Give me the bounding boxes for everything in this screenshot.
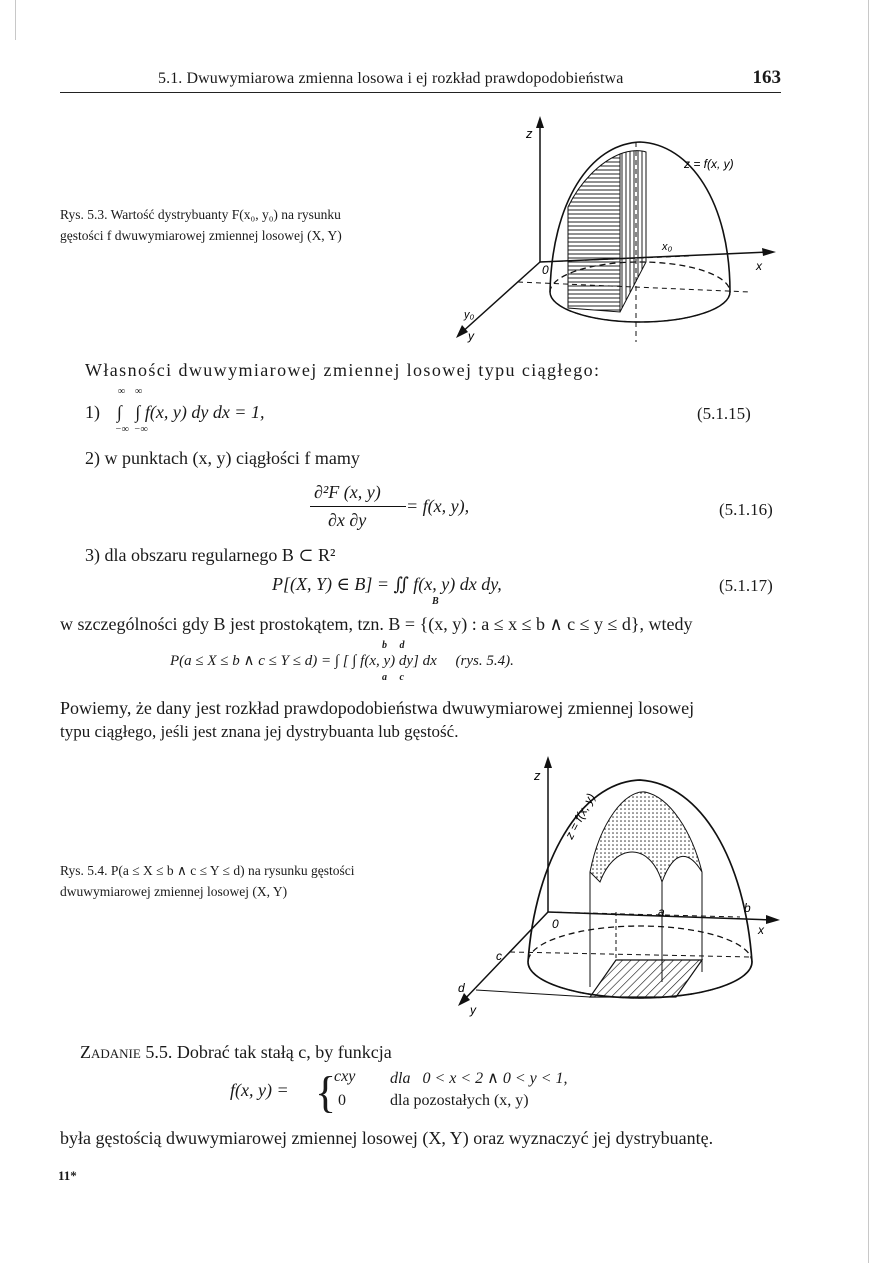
figure-5-4-caption	[60, 860, 354, 902]
eqrect-upper-limits: b d	[382, 640, 405, 651]
eq17-body: P[(X, Y) ∈ B] = ∬ f(x, y) dx dy,	[272, 574, 502, 594]
label-z: z	[534, 768, 541, 783]
case1-condition: dla 0 < x < 2 ∧ 0 < y < 1,	[390, 1070, 568, 1087]
signature-mark: 11*	[58, 1168, 77, 1183]
eq16-fraction-bar	[310, 506, 406, 507]
x-axis-arrow	[762, 248, 776, 256]
label-y: y	[470, 1003, 476, 1017]
c-guide	[510, 952, 750, 957]
eq15-item-number: 1)	[85, 402, 100, 422]
case2-expression: 0	[338, 1092, 346, 1109]
exercise-text: Dobrać tak stałą c, by funkcja	[176, 1042, 392, 1062]
figure-5-3-caption-line1: Rys. 5.3. Wartość dystrybuanty F(x₀, y₀) na rysunku	[60, 207, 341, 222]
item-3: 3) dla obszaru regularnego B ⊂ R²	[85, 545, 336, 565]
paragraph-line-2: typu ciągłego, jeśli jest znana jej dystrybuanta lub gęstość.	[60, 722, 459, 741]
label-b: b	[744, 901, 751, 915]
properties-heading: Własności dwuwymiarowej zmiennej losowej typu ciągłego:	[85, 360, 601, 380]
eq16-rhs: = f(x, y),	[406, 496, 470, 516]
label-x: x	[756, 259, 762, 273]
figure-5-4-caption-line1: Rys. 5.4. P(a ≤ X ≤ b ∧ c ≤ Y ≤ d) na rysunku gęstości	[60, 863, 355, 878]
label-x0: x₀	[662, 241, 673, 253]
region-b-rectangle	[590, 960, 702, 997]
exercise-label: Zadanie	[80, 1042, 141, 1062]
case2-condition: dla pozostałych (x, y)	[390, 1092, 529, 1109]
z-axis-arrow	[544, 756, 552, 768]
eq17-subscript: B	[432, 596, 439, 607]
figure-5-4-diagram	[440, 752, 800, 1022]
label-a: a	[658, 905, 665, 919]
exercise-5-5	[80, 1042, 392, 1063]
exercise-number: 5.5.	[145, 1042, 173, 1062]
exercise-function	[230, 1068, 650, 1122]
cases-brace: {	[315, 1068, 337, 1117]
y-axis	[462, 912, 548, 1002]
y-axis-arrow	[456, 325, 468, 338]
figure-5-4-caption-line2: dwuwymiarowej zmiennej losowej (X, Y)	[60, 884, 288, 899]
paragraph-line-1: Powiemy, że dany jest rozkład prawdopodobieństwa dwuwymiarowej zmiennej losowej	[60, 698, 695, 718]
figure-5-3-diagram	[440, 112, 800, 352]
item-2: 2) w punktach (x, y) ciągłości f mamy	[85, 448, 360, 468]
equation-rectangle	[170, 640, 690, 684]
label-surface: z = f(x, y)	[562, 790, 598, 842]
probability-surface-patch	[590, 792, 702, 882]
figure-5-3-caption-line2: gęstości f dwuwymiarowej zmiennej losowej (X, Y)	[60, 228, 342, 243]
equation-5-1-17	[272, 574, 787, 614]
label-surface: z = f(x, y)	[684, 157, 734, 171]
running-title: 5.1. Dwuwymiarowa zmienna losowa i ej rozkład prawdopodobieństwa	[158, 70, 624, 87]
y-axis	[460, 262, 540, 334]
case1-expression: cxy	[334, 1068, 356, 1085]
label-origin: 0	[552, 917, 559, 931]
eq15-lower-limits: −∞ −∞	[115, 424, 148, 435]
label-origin: 0	[542, 263, 549, 277]
running-header	[60, 66, 781, 93]
label-y0: y₀	[464, 309, 475, 321]
eq15-tag: (5.1.15)	[697, 404, 751, 423]
eq16-denominator: ∂x ∂y	[328, 510, 367, 530]
eq17-tag: (5.1.17)	[719, 576, 773, 595]
label-z: z	[526, 126, 533, 141]
label-c: c	[496, 949, 502, 963]
label-d: d	[458, 981, 465, 995]
a-guide	[548, 912, 740, 917]
z-axis-arrow	[536, 116, 544, 128]
eq15-body: ∫ ∫ f(x, y) dy dx = 1,	[117, 402, 265, 422]
eq15-upper-limits: ∞ ∞	[118, 386, 143, 397]
eq16-numerator: ∂²F (x, y)	[314, 482, 381, 502]
eqrect-lower-limits: a c	[382, 672, 404, 683]
right-page-edge	[868, 0, 869, 1263]
exercise-final-line: była gęstością dwuwymiarowej zmiennej losowej (X, Y) oraz wyznaczyć jej dystrybuantę.	[60, 1128, 714, 1148]
equation-5-1-16	[310, 482, 785, 536]
x-axis-arrow	[766, 915, 780, 924]
figure-5-3-caption	[60, 204, 342, 246]
function-lhs: f(x, y) =	[230, 1080, 289, 1100]
section-vertical-hatch	[620, 151, 646, 312]
page-number: 163	[752, 67, 781, 88]
eqrect-body: P(a ≤ X ≤ b ∧ c ≤ Y ≤ d) = ∫ [ ∫ f(x, y) dy] dx (rys. 5.4).	[170, 653, 514, 669]
section-horizontal-hatch	[568, 154, 620, 312]
equation-5-1-15	[85, 386, 785, 436]
eq16-tag: (5.1.16)	[719, 500, 773, 519]
left-page-edge	[15, 0, 16, 40]
label-y: y	[468, 329, 474, 343]
label-x: x	[758, 923, 764, 937]
special-case-line: w szczególności gdy B jest prostokątem, tzn. B = {(x, y) : a ≤ x ≤ b ∧ c ≤ y ≤ d}, wtedy	[60, 614, 693, 634]
